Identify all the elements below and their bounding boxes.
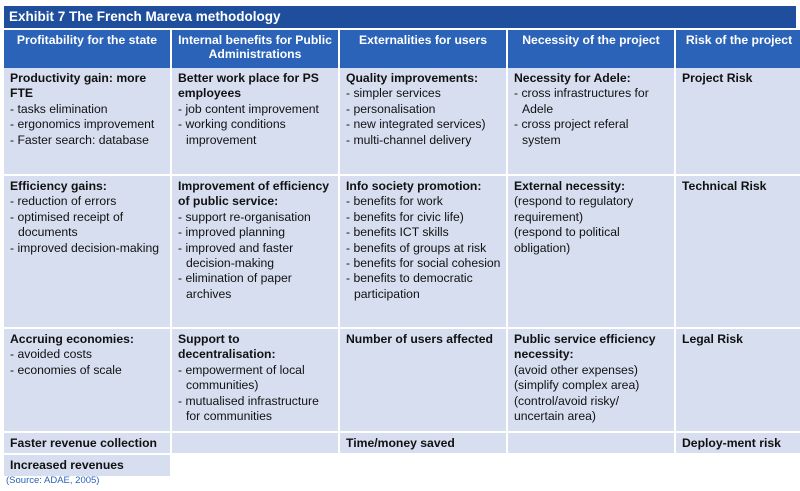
- cell-heading: Necessity for Adele:: [514, 71, 631, 85]
- table-cell: [4, 431, 170, 453]
- table-cell: [172, 174, 338, 327]
- cell-item: - multi-channel delivery: [346, 132, 472, 147]
- cell-heading: Technical Risk: [682, 179, 767, 193]
- cell-heading: Time/money saved: [346, 436, 455, 450]
- cell-item: - improved decision-making: [10, 240, 160, 255]
- table-body: [4, 68, 800, 476]
- table-cell: [4, 174, 170, 327]
- cell-item: - benefits to democratic participation: [346, 271, 473, 301]
- cell-item: - personalisation: [346, 101, 436, 116]
- cell-heading: Efficiency gains:: [10, 179, 107, 193]
- cell-item: (respond to political obligation): [514, 225, 620, 255]
- cell-item: - tasks elimination: [10, 101, 108, 116]
- table-row: [4, 453, 800, 475]
- cell-item: - benefits for social cohesion: [346, 256, 501, 271]
- exhibit-title: Exhibit 7 The French Mareva methodology: [4, 6, 796, 28]
- table-cell: [172, 327, 338, 431]
- cell-item: - benefits of groups at risk: [346, 240, 487, 255]
- column-header: Internal benefits for Public Administrations: [172, 30, 338, 68]
- header-row: [4, 30, 800, 68]
- cell-heading: Better work place for PS employees: [178, 71, 319, 101]
- table-cell: [676, 327, 800, 431]
- table-cell: [676, 431, 800, 453]
- cell-item: - new integrated services): [346, 117, 486, 132]
- cell-item: - benefits for civic life): [346, 209, 464, 224]
- column-header: Profitability for the state: [4, 30, 170, 68]
- cell-heading: Deploy-ment risk: [682, 436, 781, 450]
- empty-cell: [676, 453, 800, 475]
- cell-item: - simpler services: [346, 86, 441, 101]
- table-cell: [172, 68, 338, 174]
- column-header: Necessity of the project: [508, 30, 674, 68]
- empty-cell: [340, 453, 506, 475]
- table-cell: [676, 174, 800, 327]
- cell-item: - avoided costs: [10, 347, 92, 362]
- cell-heading: Improvement of efficiency of public service:: [178, 179, 330, 209]
- cell-item: - working conditions improvement: [178, 117, 286, 147]
- cell-item: - benefits ICT skills: [346, 225, 449, 240]
- table-cell: [4, 68, 170, 174]
- cell-item: - ergonomics improvement: [10, 117, 155, 132]
- methodology-table: [2, 30, 800, 476]
- source-note: (Source: ADAE, 2005): [6, 475, 100, 486]
- cell-item: - cross infrastructures for Adele: [514, 86, 649, 116]
- cell-heading: Number of users affected: [346, 332, 493, 346]
- table-row: [4, 327, 800, 431]
- table-cell: [508, 174, 674, 327]
- cell-heading: Accruing economies:: [10, 332, 134, 346]
- table-row: [4, 431, 800, 453]
- column-header: Risk of the project: [676, 30, 800, 68]
- table-cell: [340, 68, 506, 174]
- cell-item: - elimination of paper archives: [178, 271, 292, 301]
- cell-heading: Legal Risk: [682, 332, 743, 346]
- table-cell: [340, 431, 506, 453]
- cell-item: - job content improvement: [178, 101, 319, 116]
- cell-heading: External necessity:: [514, 179, 626, 193]
- cell-heading: Quality improvements:: [346, 71, 479, 85]
- exhibit: [4, 6, 796, 473]
- table-cell: [340, 327, 506, 431]
- cell-item: - optimised receipt of documents: [10, 209, 124, 240]
- cell-item: (simplify complex area): [514, 378, 640, 393]
- cell-heading: Faster revenue collection: [10, 436, 157, 450]
- cell-heading: Public service efficiency necessity:: [514, 332, 656, 362]
- table-cell: [676, 68, 800, 174]
- cell-item: - cross project referal system: [514, 117, 629, 147]
- cell-item: - benefits for work: [346, 194, 443, 209]
- cell-item: (control/avoid risky/ uncertain area): [514, 393, 619, 424]
- cell-item: - improved and faster decision-making: [178, 240, 294, 271]
- column-header: Externalities for users: [340, 30, 506, 68]
- table-cell: [4, 327, 170, 431]
- cell-heading: Productivity gain: more FTE: [10, 71, 147, 101]
- table-cell: [172, 431, 338, 453]
- cell-item: - empowerment of local communities): [178, 362, 305, 393]
- cell-item: - improved planning: [178, 225, 286, 240]
- cell-item: - mutualised infrastructure for communities: [178, 393, 319, 424]
- empty-cell: [508, 453, 674, 475]
- table-row: [4, 174, 800, 327]
- cell-heading: Increased revenues: [10, 458, 124, 473]
- table-cell: [4, 453, 170, 475]
- table-cell: [340, 174, 506, 327]
- table-cell: [508, 68, 674, 174]
- table-cell: [508, 431, 674, 453]
- cell-item: - Faster search: database: [10, 132, 149, 147]
- table-row: [4, 68, 800, 174]
- table-cell: [508, 327, 674, 431]
- empty-cell: [172, 453, 338, 475]
- cell-item: - reduction of errors: [10, 194, 117, 209]
- cell-item: - economies of scale: [10, 362, 122, 377]
- cell-item: (avoid other expenses): [514, 362, 638, 377]
- cell-item: (respond to regulatory requirement): [514, 194, 634, 224]
- cell-heading: Project Risk: [682, 71, 753, 85]
- cell-heading: Info society promotion:: [346, 179, 482, 193]
- cell-heading: Support to decentralisation:: [178, 332, 276, 362]
- cell-item: - support re-organisation: [178, 209, 311, 224]
